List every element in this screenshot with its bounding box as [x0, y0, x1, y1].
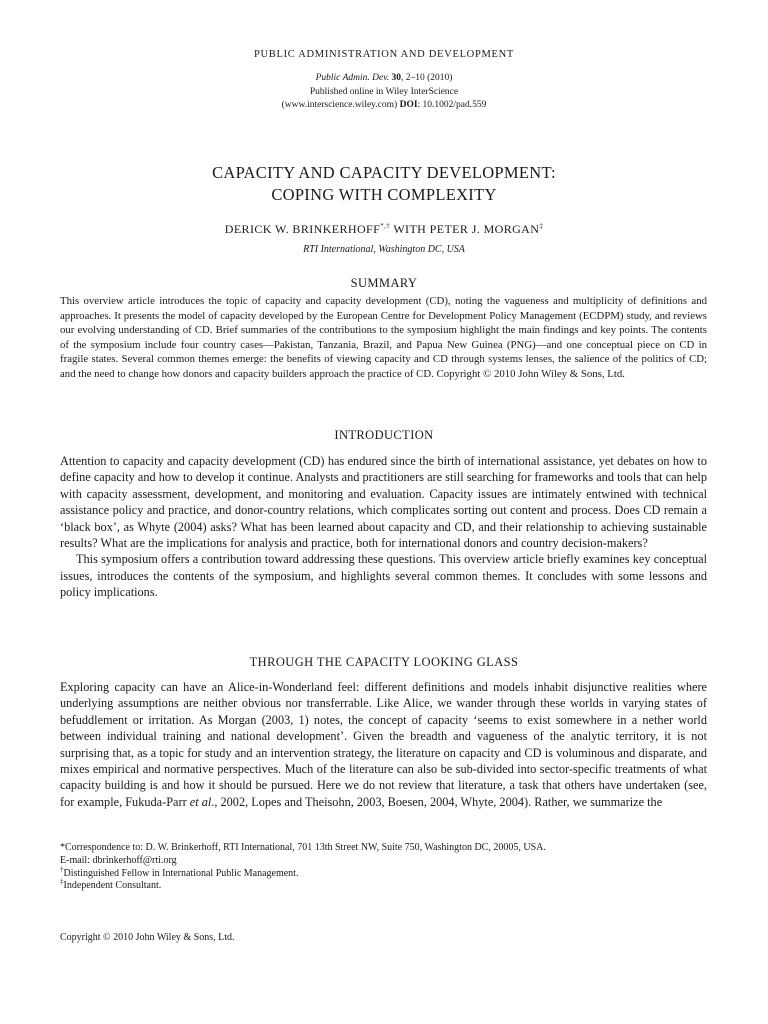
affiliation: RTI International, Washington DC, USA [303, 244, 465, 255]
author-1-footnote-marks: *,† [380, 222, 391, 230]
author-line [0, 222, 768, 237]
footnote-correspondence: *Correspondence to: D. W. Brinkerhoff, RTI International, 701 13th Street NW, Suite 750, Washington DC, 20005, USA. [60, 842, 546, 853]
author-2: WITH PETER J. MORGAN [390, 222, 540, 236]
introduction-paragraph-1: Attention to capacity and capacity development (CD) has endured since the birth of international assistance, yet debates on how to define capacity and how to develop it continue. Analysts and practitioners are still searching for frameworks and tools that can help with capacity assessment, development, and monitoring and evaluation. Capacity issues are intimately entwined with technical assistance policy and practice, and donor-country relations, which complicates sorting out content and process. Does CD remain a ‘black box’, as Whyte (2004) asks? What has been learned about capacity and CD, and their relationship to achieving sustainable results? What are the implications for analysis and practice, both for international donors and country decision-makers? [60, 454, 707, 551]
published-online: Published online in Wiley InterScience [309, 86, 459, 97]
citation-block [0, 72, 768, 113]
double-dagger-text: Independent Consultant. [63, 880, 162, 892]
publisher-url[interactable]: (www.interscience.wiley.com) [281, 100, 398, 110]
article-title [0, 162, 768, 206]
author-1: DERICK W. BRINKERHOFF [224, 222, 381, 236]
footnotes [60, 842, 707, 893]
title-line-2: COPING WITH COMPLEXITY [271, 185, 497, 204]
footnote-email[interactable]: E-mail: dbrinkerhoff@rti.org [60, 854, 177, 866]
looking-glass-text-a: Exploring capacity can have an Alice-in-Wonderland feel: different definitions and models inhabit disjunctive realities where underlying assumptions are neither obvious nor transferrable. Like Alice, we wander through these worlds in varying states of befuddlement or irritation. As Morgan (2003, 1) notes, the concept of capacity ‘seems to exist somewhere in a nether world between individual training and national development’. Given the breadth and vagueness of the analytic territory, it is not surprising that, as a topic for study and an intervention strategy, the literature on capacity and CD is voluminous and disparate, and mixes empirical and normative perspectives. Much of the literature can also be sub-divided into sector-specific treatments of what capacity building is and how it should be pursued. Here we do not review that literature, a task that others have undertaken (see, for example, Fukuda-Parr [60, 680, 707, 809]
citation-journal: Public Admin. Dev. [315, 73, 390, 83]
citation-pages: , 2–10 (2010) [400, 73, 453, 83]
dagger-mark: † [60, 865, 64, 874]
et-al: et al [189, 794, 212, 809]
citation-volume: 30 [391, 73, 401, 83]
introduction-heading: INTRODUCTION [334, 428, 434, 442]
doi-label: DOI [399, 100, 418, 110]
author-2-footnote-mark: ‡ [539, 222, 544, 230]
page-copyright: Copyright © 2010 John Wiley & Sons, Ltd. [60, 932, 235, 943]
footnote-dagger [60, 865, 707, 881]
introduction-body [60, 453, 707, 601]
looking-glass-text-b: ., 2002, Lopes and Theisohn, 2003, Boesen, 2004, Whyte, 2004). Rather, we summarize the [211, 794, 663, 809]
summary-heading: SUMMARY [350, 276, 418, 290]
summary-text: This overview article introduces the topic of capacity and capacity development (CD), noting the vagueness and multiplicity of definitions and approaches. It presents the model of capacity developed by the European Centre for Development Policy Management (ECDPM) study, and reviews our evolving understanding of CD. Brief summaries of the contributions to the symposium highlight the main findings and key points. The contents of the symposium include four country cases—Pakistan, Tanzania, Brazil, and Papua New Guinea (PNG)—and one conceptual piece on CD in fragile states. Several common themes emerge: the benefits of viewing capacity and CD through systems lenses, the salience of the politics of CD; and the need to change how donors and capacity builders approach the practice of CD. Copyright © 2010 John Wiley & Sons, Ltd. [60, 295, 707, 380]
citation-line [0, 72, 768, 86]
introduction-paragraph-2: This symposium offers a contribution toward addressing these questions. This overview article briefly examines key conceptual issues, introduces the contents of the symposium, and highlights several common themes. It concludes with some lessons and policy implications. [60, 552, 707, 600]
doi-value[interactable]: : 10.1002/pad.559 [417, 100, 487, 110]
looking-glass-paragraph-1 [60, 679, 707, 810]
looking-glass-heading: THROUGH THE CAPACITY LOOKING GLASS [249, 655, 519, 669]
footnote-double-dagger [60, 880, 707, 893]
looking-glass-body [60, 679, 707, 810]
double-dagger-mark: ‡ [60, 878, 64, 887]
doi-line [0, 99, 768, 113]
journal-name: PUBLIC ADMINISTRATION AND DEVELOPMENT [253, 49, 515, 60]
dagger-text: Distinguished Fellow in International Public Management. [63, 867, 299, 879]
title-line-1: CAPACITY AND CAPACITY DEVELOPMENT: [212, 163, 556, 182]
